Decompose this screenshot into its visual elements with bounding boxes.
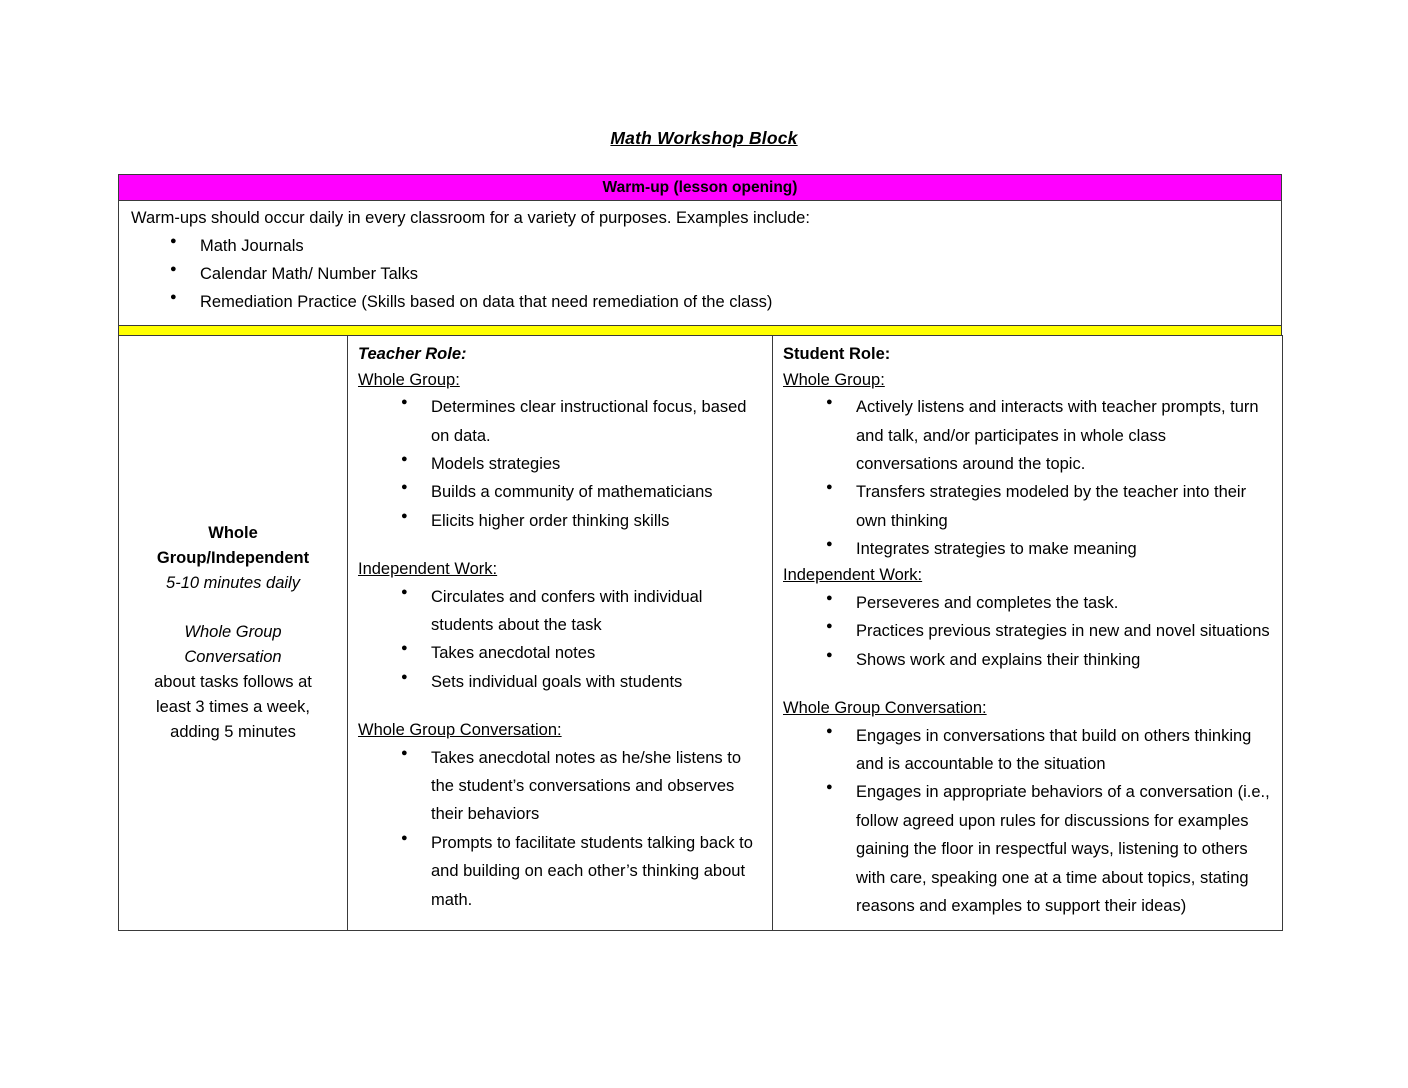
list-item: ● Sets individual goals with students (358, 668, 762, 696)
warmup-header-cell: Warm-up (lesson opening) (119, 175, 1282, 201)
teacher-independent-work-list (358, 583, 762, 697)
teacher-section-heading-whole-group: Whole Group: (358, 370, 460, 389)
block-note-line1: about tasks follows at (154, 672, 312, 691)
warmup-body-row (119, 201, 1282, 326)
student-whole-group-list (783, 393, 1272, 563)
warmup-header-row (119, 175, 1282, 201)
list-item: ● Engages in appropriate behaviors of a conversation (i.e., follow agreed upon rules for discussions for examples gaining the floor in respectful ways, listening to others with care, speaking one at a time about topics, stating reasons and examples to support their ideas) (783, 778, 1272, 920)
block-note-line2: least 3 times a week, (155, 697, 311, 716)
student-role-title: Student Role: (783, 345, 891, 363)
list-item: ● Builds a community of mathematicians (358, 478, 762, 506)
student-section-heading-whole-group-conversation: Whole Group Conversation: (783, 699, 987, 718)
list-item: ● Takes anecdotal notes (358, 639, 762, 667)
warmup-body-cell (119, 201, 1282, 326)
block-heading-line2: Group/Independent (156, 549, 310, 568)
warmup-bullet-list (127, 232, 1273, 317)
student-whole-group-conversation-list (783, 722, 1272, 921)
list-item: ● Perseveres and completes the task. (783, 589, 1272, 617)
list-item: ● Remediation Practice (Skills based on data that need remediation of the class) (127, 288, 1273, 316)
table-row (119, 336, 1283, 931)
block-spacer (129, 597, 337, 620)
list-item: ● Engages in conversations that build on others thinking and is accountable to the situation (783, 722, 1272, 779)
block-heading-line1: Whole (208, 524, 258, 543)
list-item: ● Takes anecdotal notes as he/she listens to the student’s conversations and observes their behaviors (358, 744, 762, 829)
block-duration: 5-10 minutes daily (166, 574, 300, 593)
list-item: ● Models strategies (358, 450, 762, 478)
teacher-role-title: Teacher Role: (358, 345, 467, 363)
block-emphasis-line1: Whole Group (184, 622, 282, 641)
student-section-heading-independent-work: Independent Work: (783, 566, 923, 585)
student-independent-work-list (783, 589, 1272, 674)
warmup-table (118, 174, 1282, 349)
list-item: ● Determines clear instructional focus, based on data. (358, 393, 762, 450)
list-item: ● Actively listens and interacts with teacher prompts, turn and talk, and/or participates in whole class conversations around the topic. (783, 393, 1272, 478)
block-note-line3: adding 5 minutes (170, 722, 296, 741)
list-item: ● Practices previous strategies in new and novel situations (783, 617, 1272, 645)
list-item: ● Integrates strategies to make meaning (783, 535, 1272, 563)
student-section-heading-whole-group: Whole Group: (783, 370, 885, 389)
list-item: ● Shows work and explains their thinking (783, 646, 1272, 674)
warmup-intro-text: Warm-ups should occur daily in every classroom for a variety of purposes. Examples include: (131, 209, 810, 227)
list-item: ● Circulates and confers with individual students about the task (358, 583, 762, 640)
page-title: Math Workshop Block (610, 128, 798, 148)
teacher-whole-group-conversation-list (358, 744, 762, 914)
workshop-block-table (118, 335, 1283, 931)
block-emphasis-line2: Conversation (184, 647, 282, 666)
student-role-cell (773, 336, 1283, 931)
teacher-whole-group-list (358, 393, 762, 535)
teacher-role-cell (348, 336, 773, 931)
list-item: ● Elicits higher order thinking skills (358, 507, 762, 535)
teacher-section-heading-independent-work: Independent Work: (358, 560, 498, 578)
list-item: ● Calendar Math/ Number Talks (127, 260, 1273, 288)
list-item: ● Transfers strategies modeled by the teacher into their own thinking (783, 478, 1272, 535)
list-item: ● Prompts to facilitate students talking back to and building on each other’s thinking about math. (358, 829, 762, 914)
block-descriptor-cell (119, 336, 348, 931)
list-item: ● Math Journals (127, 232, 1273, 260)
teacher-section-heading-whole-group-conversation: Whole Group Conversation: (358, 721, 562, 740)
